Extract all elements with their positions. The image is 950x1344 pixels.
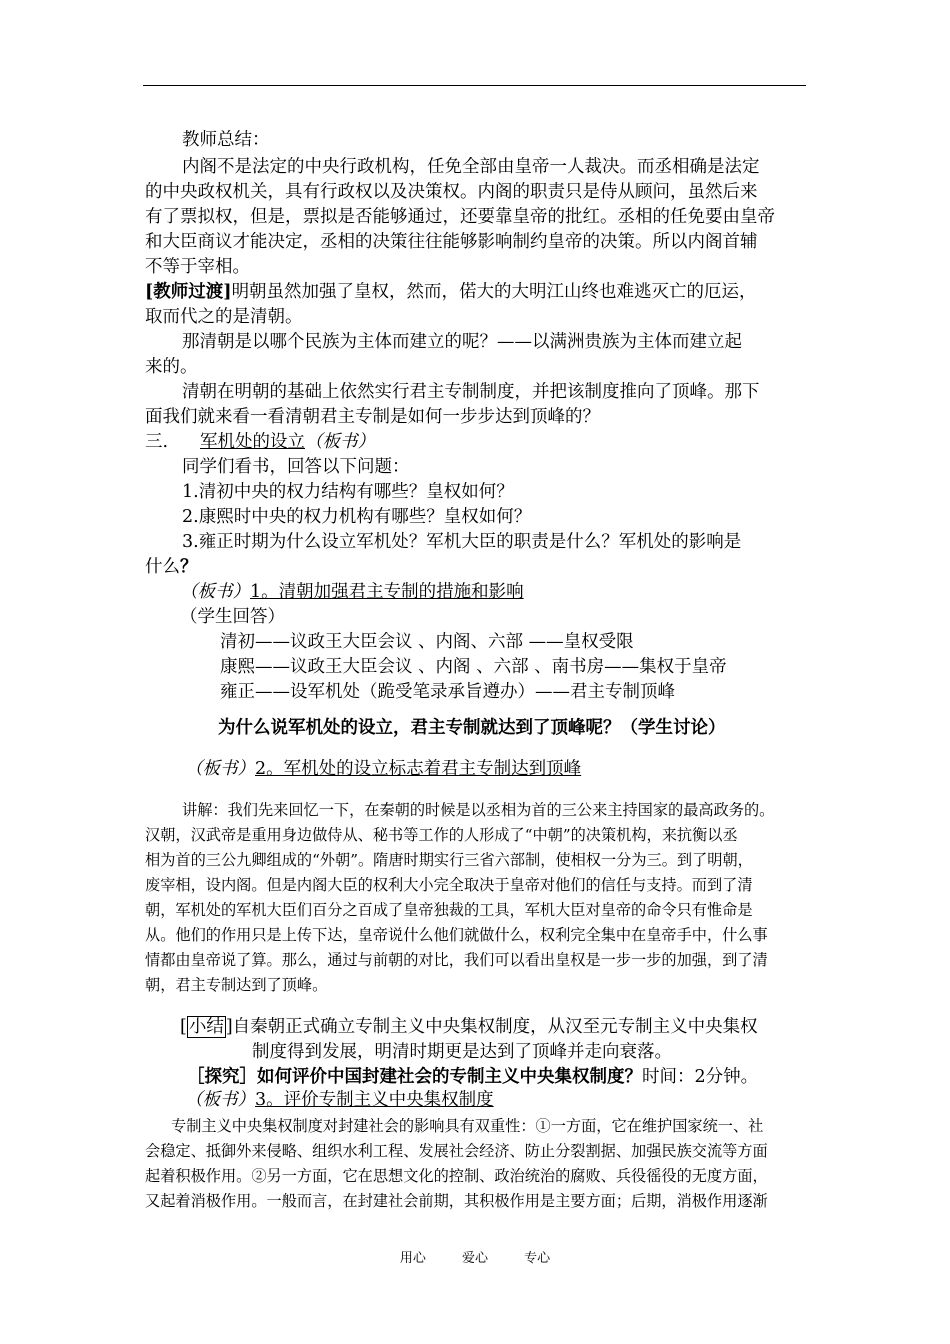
board3-label: （板书）	[185, 1090, 255, 1110]
explain-line: 讲解：我们先来回忆一下，在秦朝的时候是以丞相为首的三公来主持国家的最高政务的。	[182, 801, 775, 819]
explain-line: 朝，军机处的军机大臣们百分之百成了皇帝独裁的工具，军机大臣对皇帝的命令只有惟命是	[145, 901, 753, 919]
intro-line-2: 面我们就来看一看清朝君主专制是如何一步步达到顶峰的？	[145, 407, 600, 427]
summary-line: 有了票拟权，但是，票拟是否能够通过，还要靠皇帝的批红。丞相的任免要由皇帝	[145, 207, 775, 227]
summary-line: 和大臣商议才能决定，丞相的决策往往能够影响制约皇帝的决策。所以内阁首辅	[145, 232, 758, 252]
footer-item: 用心	[399, 1251, 426, 1266]
summary-line: 的中央政权机关，具有行政权以及决策权。内阁的职责只是侍从顾问，虽然后来	[145, 182, 758, 202]
board2-label: （板书）	[185, 759, 255, 779]
board1	[180, 580, 524, 604]
question: 3.雍正时期为什么设立军机处？军机大臣的职责是什么？军机处的影响是	[182, 532, 742, 552]
question: 1.清初中央的权力结构有哪些？皇权如何？	[182, 482, 514, 502]
question-cont-text: 什么	[145, 557, 180, 577]
inquiry	[187, 1065, 758, 1089]
board1-label: （板书）	[180, 582, 250, 602]
transition-line	[145, 280, 757, 304]
answer-line: 清初——议政王大臣会议 、内阁、六部 ——皇权受限	[220, 632, 634, 652]
question: 2.康熙时中央的权力机构有哪些？皇权如何？	[182, 507, 532, 527]
answer-line: 雍正——设军机处（跪受笔录承旨遵办）——君主专制顶峰	[220, 682, 675, 702]
intro-line: 清朝在明朝的基础上依然实行君主专制制度，并把该制度推向了顶峰。那下	[182, 382, 760, 402]
summary-block	[180, 1015, 758, 1039]
answer-line: 康熙——议政王大臣会议 、内阁 、六部 、南书房——集权于皇帝	[220, 657, 727, 677]
summary-line: 不等于宰相。	[145, 257, 250, 277]
transition-tag: [教师过渡]	[145, 282, 232, 302]
eval-line: 起着积极作用。②另一方面，它在思想文化的控制、政治统治的腐败、兵役徭役的无度方面，	[145, 1167, 768, 1185]
eval-line: 会稳定、抵御外来侵略、组织水利工程、发展社会经济、防止分裂割据、加强民族交流等方面	[145, 1142, 768, 1160]
board3-text: 3。评价专制主义中央集权制度	[255, 1090, 494, 1110]
board2	[185, 757, 581, 781]
page-footer	[0, 1247, 950, 1266]
explain-line: 相为首的三公九卿组成的“外朝”。隋唐时期实行三省六部制，使相权一分为三。到了明朝，	[145, 851, 753, 869]
explain-line: 从。他们的作用只是上传下达，皇帝说什么他们就做什么，权利完全集中在皇帝手中，什么事	[145, 926, 768, 944]
board-note: （板书）	[305, 432, 375, 452]
eval-line: 又起着消极作用。一般而言，在封建社会前期，其积极作用是主要方面；后期，消极作用逐渐	[145, 1192, 768, 1210]
summary-tag-close: ]	[225, 1017, 233, 1037]
explain-line: 汉朝，汉武帝是重用身边做侍从、秘书等工作的人形成了“中朝”的决策机构，来抗衡以丞	[145, 826, 738, 844]
section3-heading	[200, 430, 375, 454]
eval-line: 专制主义中央集权制度对封建社会的影响具有双重性：①一方面，它在维护国家统一、社	[171, 1117, 764, 1135]
qa-line: 那清朝是以哪个民族为主体而建立的呢？——以满洲贵族为主体而建立起	[182, 332, 742, 352]
board3	[185, 1088, 494, 1112]
discussion-question: 为什么说军机处的设立，君主专制就达到了顶峰呢？（学生讨论）	[218, 718, 726, 738]
inquiry-time: 时间：2分钟。	[642, 1067, 759, 1087]
summary-text: 自秦朝正式确立专制主义中央集权制度，从汉至元专制主义中央集权	[232, 1017, 758, 1037]
summary-line: 内阁不是法定的中央行政机构，任免全部由皇帝一人裁决。而丞相确是法定	[182, 157, 760, 177]
question-cont	[145, 555, 198, 579]
board2-text: 2。军机处的设立标志着君主专制达到顶峰	[255, 759, 582, 779]
summary-tag: 小结	[188, 1017, 224, 1037]
header-rule	[143, 85, 806, 86]
footer-item: 爱心	[461, 1251, 488, 1266]
summary-tag-open: [	[180, 1017, 187, 1037]
board1-text: 1。清朝加强君主专制的措施和影响	[250, 582, 524, 602]
read-prompt: 同学们看书，回答以下问题：	[182, 457, 410, 477]
footer-item: 专心	[524, 1251, 551, 1266]
summary-text-2: 制度得到发展，明清时期更是达到了顶峰并走向衰落。	[252, 1042, 672, 1062]
section3-title: 军机处的设立	[200, 432, 305, 452]
explain-line: 废宰相，设内阁。但是内阁大臣的权利大小完全取决于皇帝对他们的信任与支持。而到了清	[145, 876, 753, 894]
transition-line-2: 取而代之的是清朝。	[145, 307, 303, 327]
question-mark: ？	[180, 557, 198, 577]
transition-text: 明朝虽然加强了皇权，然而，偌大的大明江山终也难逃灭亡的厄运，	[231, 282, 757, 302]
student-answer-label: （学生回答）	[180, 607, 285, 627]
qa-line-2: 来的。	[145, 357, 198, 377]
inquiry-question: 如何评价中国封建社会的专制主义中央集权制度？	[257, 1067, 642, 1087]
explain-line: 情都由皇帝说了算。那么，通过与前朝的对比，我们可以看出皇权是一步一步的加强，到了清	[145, 951, 768, 969]
explain-line: 朝，君主专制达到了顶峰。	[145, 976, 328, 994]
inquiry-tag: ［探究］	[187, 1067, 257, 1087]
section3-number: 三.	[145, 432, 169, 452]
summary-label: 教师总结：	[182, 130, 270, 150]
